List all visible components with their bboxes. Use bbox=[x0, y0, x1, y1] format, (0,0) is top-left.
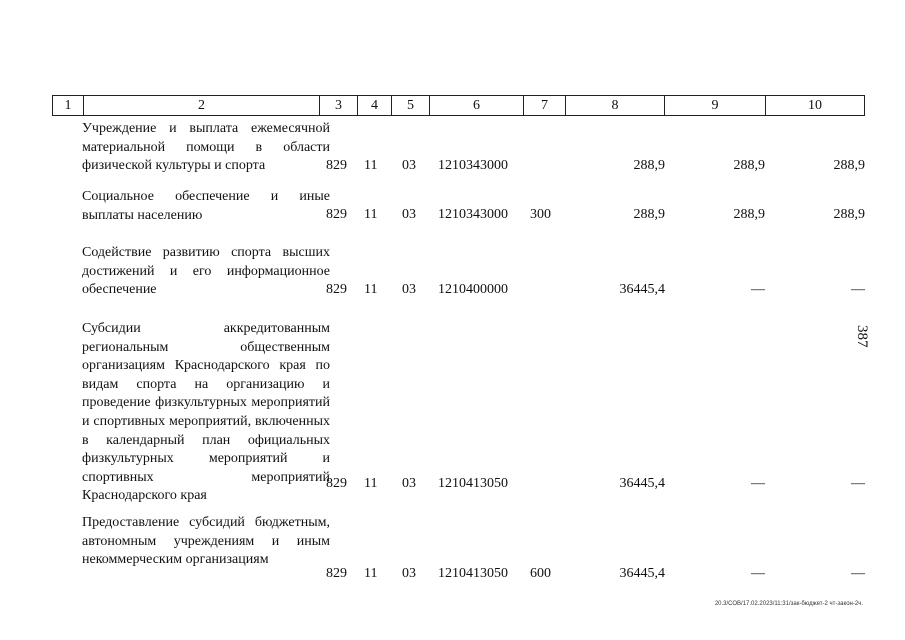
row-ministry-code: 829 bbox=[326, 566, 347, 581]
header-cell-2: 2 bbox=[83, 96, 319, 115]
row-expense-type: 300 bbox=[530, 207, 551, 222]
row-subsection-code: 03 bbox=[402, 158, 416, 173]
row-amount-col10: — bbox=[851, 476, 865, 491]
row-amount-col8: 36445,4 bbox=[619, 476, 665, 491]
header-cell-7: 7 bbox=[523, 96, 565, 115]
row-amount-col9: 288,9 bbox=[733, 207, 765, 222]
header-cell-5: 5 bbox=[391, 96, 429, 115]
row-description: Социальное обеспечение и иные выплаты населению bbox=[82, 189, 330, 223]
row-amount-col10: 288,9 bbox=[833, 158, 865, 173]
header-cell-3: 3 bbox=[319, 96, 357, 115]
header-cell-6: 6 bbox=[429, 96, 523, 115]
table-row bbox=[52, 514, 865, 594]
row-expense-type: 600 bbox=[530, 566, 551, 581]
row-subsection-code: 03 bbox=[402, 476, 416, 491]
row-description: Предоставление субсидий бюджетным, автономным учреждениям и иным некоммерческим организациям bbox=[82, 515, 330, 568]
table-row bbox=[52, 244, 865, 304]
row-subsection-code: 03 bbox=[402, 282, 416, 297]
row-amount-col8: 288,9 bbox=[633, 207, 665, 222]
row-ministry-code: 829 bbox=[326, 282, 347, 297]
header-cell-4: 4 bbox=[357, 96, 391, 115]
row-amount-col8: 36445,4 bbox=[619, 282, 665, 297]
row-section-code: 11 bbox=[364, 158, 378, 173]
row-subsection-code: 03 bbox=[402, 566, 416, 581]
row-target-code: 1210413050 bbox=[438, 566, 508, 581]
row-section-code: 11 bbox=[364, 476, 378, 491]
header-cell-10: 10 bbox=[765, 96, 864, 115]
row-description: Содействие развитию спорта высших достижений и его информационное обеспечение bbox=[82, 245, 330, 298]
row-section-code: 11 bbox=[364, 566, 378, 581]
row-target-code: 1210400000 bbox=[438, 282, 508, 297]
row-amount-col9: — bbox=[751, 566, 765, 581]
row-amount-col9: 288,9 bbox=[733, 158, 765, 173]
row-amount-col10: 288,9 bbox=[833, 207, 865, 222]
row-amount-col8: 36445,4 bbox=[619, 566, 665, 581]
row-ministry-code: 829 bbox=[326, 158, 347, 173]
table-row bbox=[52, 188, 865, 228]
row-amount-col10: — bbox=[851, 566, 865, 581]
header-cell-9: 9 bbox=[664, 96, 765, 115]
row-section-code: 11 bbox=[364, 207, 378, 222]
row-amount-col8: 288,9 bbox=[633, 158, 665, 173]
row-target-code: 1210343000 bbox=[438, 207, 508, 222]
header-cell-8: 8 bbox=[565, 96, 664, 115]
row-amount-col10: — bbox=[851, 282, 865, 297]
row-target-code: 1210413050 bbox=[438, 476, 508, 491]
document-footer-code: 20.3/СОВ/17.02.2023/11:31/зак-бюджет-2 чт-закон-2ч. bbox=[714, 601, 863, 607]
table-header-row bbox=[52, 95, 865, 116]
row-target-code: 1210343000 bbox=[438, 158, 508, 173]
header-cell-1: 1 bbox=[64, 98, 72, 113]
page-number: 387 bbox=[854, 325, 870, 348]
row-description: Учреждение и выплата ежемесячной материальной помощи в области физической культуры и спорта bbox=[82, 121, 330, 174]
table-row bbox=[52, 320, 865, 504]
row-amount-col9: — bbox=[751, 476, 765, 491]
row-section-code: 11 bbox=[364, 282, 378, 297]
row-subsection-code: 03 bbox=[402, 207, 416, 222]
row-ministry-code: 829 bbox=[326, 476, 347, 491]
row-ministry-code: 829 bbox=[326, 207, 347, 222]
row-description: Субсидии аккредитованным региональным общественным организациям Краснодарского края по видам спорта на организацию и проведение физкультурных мероприятий и спортивных мероприятий, включенных в календарный план официальных физкультурных мероприятий и спортивных мероприятий Краснодарского края bbox=[82, 321, 330, 504]
table-row bbox=[52, 120, 865, 180]
row-amount-col9: — bbox=[751, 282, 765, 297]
